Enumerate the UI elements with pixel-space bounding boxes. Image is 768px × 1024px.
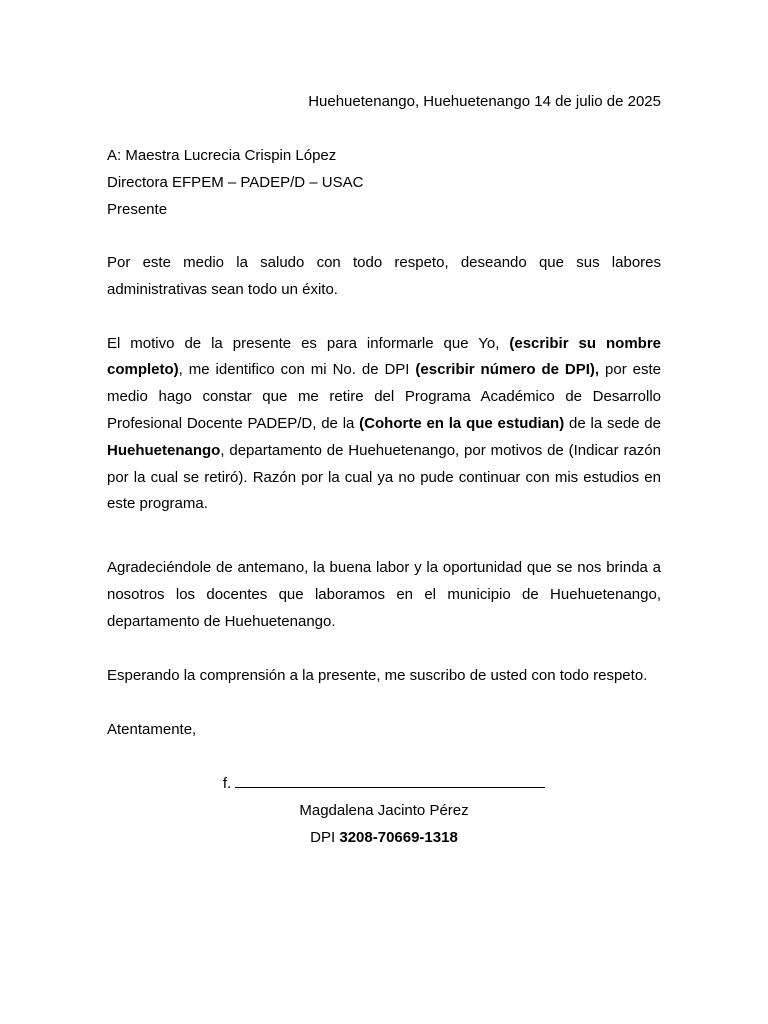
motivo-bold-cohorte: (Cohorte en la que estudian): [359, 414, 565, 432]
letter-content: [107, 88, 661, 851]
motivo-bold-dpi: (escribir número de DPI),: [415, 361, 600, 379]
greeting-paragraph: Por este medio la saludo con todo respeto, deseando que sus labores administrativas sean todo un éxito.: [107, 254, 661, 298]
recipient-position: Directora EFPEM – PADEP/D – USAC: [107, 174, 364, 191]
motivo-text-5: , departamento de Huehuetenango, por motivos de (Indicar razón por la cual se retiró). Razón por la cual ya no pude continuar con mis estudios en este programa.: [107, 441, 661, 513]
signature-name: Magdalena Jacinto Pérez: [299, 802, 469, 820]
motivo-paragraph: [107, 331, 661, 519]
esperando-paragraph: Esperando la comprensión a la presente, me suscribo de usted con todo respeto.: [107, 666, 648, 684]
signature-dpi-label: DPI: [310, 829, 340, 847]
signature-prefix: f.: [222, 775, 232, 793]
place-date: Huehuetenango, Huehuetenango 14 de julio de 2025: [308, 93, 661, 110]
motivo-bold-sede: Huehuetenango: [107, 441, 221, 459]
recipient-presente: Presente: [107, 201, 168, 218]
signature-dpi: [107, 824, 661, 851]
closing-text: Atentamente,: [107, 721, 197, 739]
signature-dpi-number: 3208-70669-1318: [339, 829, 458, 847]
motivo-text-3: por este medio hago constar que me retire del Programa Académico de Desarrollo Profesional Docente PADEP/D, de la: [107, 361, 662, 432]
signature-line: [107, 770, 661, 797]
agradecimiento-paragraph: Agradeciéndole de antemano, la buena labor y la oportunidad que se nos brinda a nosotros los docentes que laboramos en el municipio de Huehuetenango, departamento de Huehuetenango.: [107, 559, 661, 630]
recipient-name: A: Maestra Lucrecia Crispin López: [107, 147, 337, 164]
motivo-text-4: de la sede de: [564, 414, 661, 432]
signature-underline: [235, 773, 545, 788]
motivo-bold-name: (escribir su nombre completo): [107, 334, 661, 379]
motivo-text-1: El motivo de la presente es para informarle que Yo,: [107, 334, 510, 352]
motivo-text-2: , me identifico con mi No. de DPI: [178, 361, 416, 379]
